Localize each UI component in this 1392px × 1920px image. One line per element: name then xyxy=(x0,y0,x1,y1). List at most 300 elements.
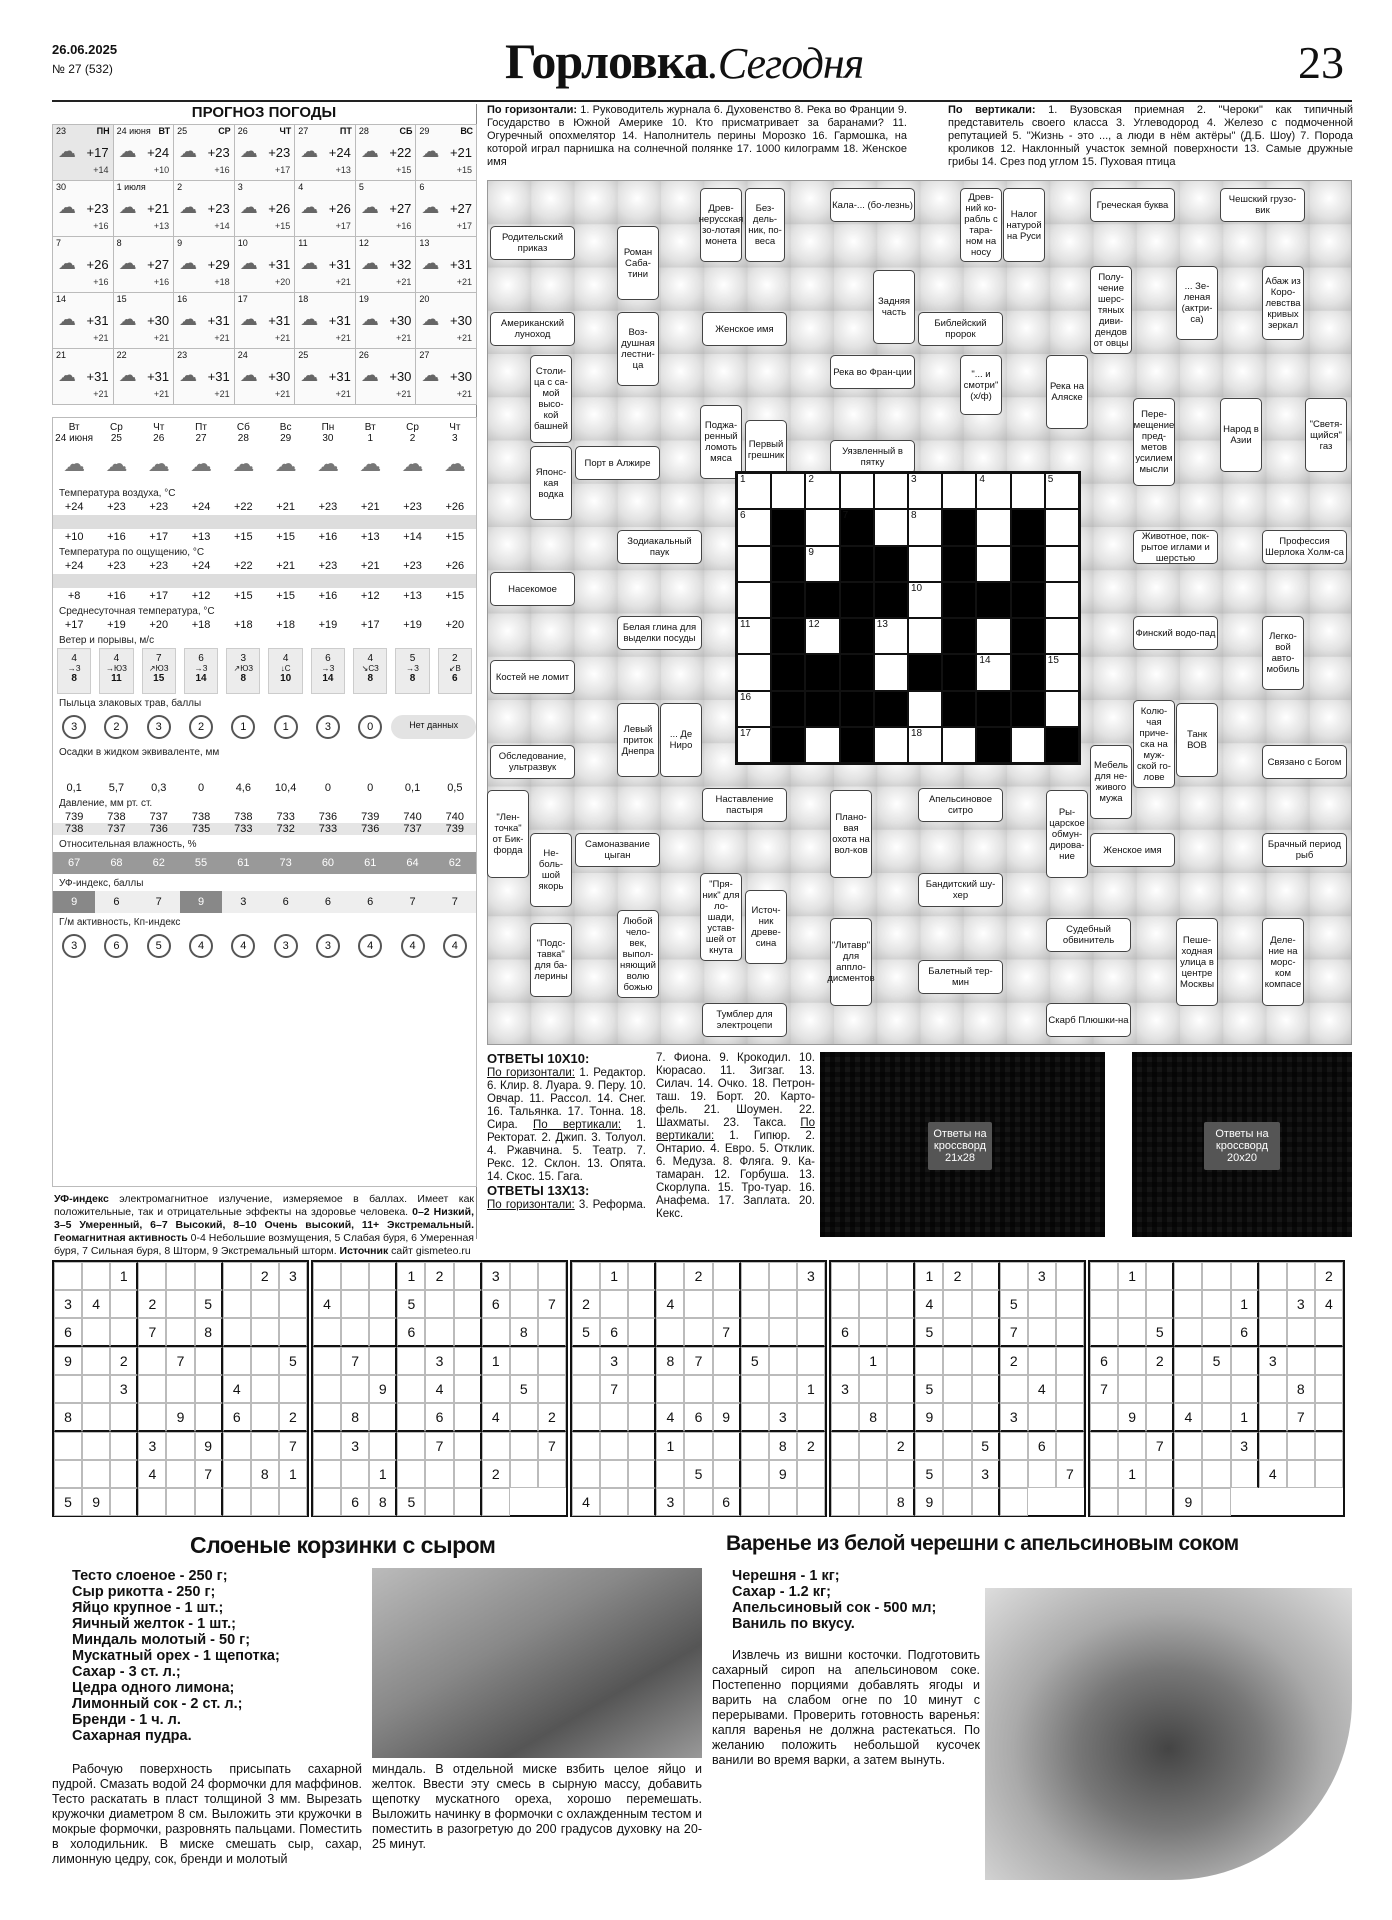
sudoku-cell[interactable] xyxy=(138,1347,166,1375)
sudoku-cell[interactable] xyxy=(713,1375,741,1403)
mini-cell[interactable] xyxy=(805,727,839,763)
sudoku-cell[interactable]: 9 xyxy=(1118,1403,1146,1432)
sudoku-cell[interactable]: 6 xyxy=(54,1318,82,1347)
sudoku-cell[interactable] xyxy=(538,1375,566,1403)
sudoku-cell[interactable] xyxy=(769,1347,797,1375)
sudoku-cell[interactable] xyxy=(741,1403,769,1432)
sudoku-cell[interactable] xyxy=(741,1460,769,1488)
sudoku-cell[interactable] xyxy=(859,1290,887,1318)
sudoku-cell[interactable] xyxy=(1174,1432,1202,1460)
sudoku-cell[interactable] xyxy=(859,1432,887,1460)
sudoku-cell[interactable] xyxy=(572,1460,600,1488)
sudoku-cell[interactable]: 4 xyxy=(223,1375,251,1403)
sudoku-cell[interactable] xyxy=(223,1460,251,1488)
sudoku-cell[interactable] xyxy=(166,1318,194,1347)
sudoku-cell[interactable] xyxy=(1118,1347,1146,1375)
sudoku-cell[interactable]: 3 xyxy=(600,1347,628,1375)
sudoku-cell[interactable] xyxy=(454,1318,482,1347)
sudoku-cell[interactable] xyxy=(600,1403,628,1432)
sudoku-cell[interactable] xyxy=(1174,1375,1202,1403)
sudoku-cell[interactable] xyxy=(482,1488,510,1516)
sudoku-cell[interactable] xyxy=(223,1347,251,1375)
sudoku-cell[interactable]: 4 xyxy=(425,1375,453,1403)
sudoku-cell[interactable] xyxy=(915,1347,943,1375)
sudoku-cell[interactable] xyxy=(454,1403,482,1432)
sudoku-cell[interactable]: 8 xyxy=(54,1403,82,1432)
sudoku-cell[interactable]: 9 xyxy=(82,1488,110,1516)
sudoku-cell[interactable]: 1 xyxy=(397,1262,425,1290)
sudoku-cell[interactable] xyxy=(797,1460,825,1488)
sudoku-cell[interactable] xyxy=(138,1262,166,1290)
sudoku-cell[interactable] xyxy=(887,1375,915,1403)
sudoku-cell[interactable] xyxy=(887,1290,915,1318)
sudoku-cell[interactable] xyxy=(313,1262,341,1290)
sudoku-cell[interactable] xyxy=(54,1460,82,1488)
sudoku-cell[interactable] xyxy=(454,1432,482,1460)
sudoku-cell[interactable]: 8 xyxy=(887,1488,915,1516)
sudoku-cell[interactable] xyxy=(972,1375,1000,1403)
sudoku-cell[interactable] xyxy=(482,1375,510,1403)
sudoku-cell[interactable] xyxy=(223,1290,251,1318)
sudoku-cell[interactable]: 6 xyxy=(713,1488,741,1516)
sudoku-cell[interactable] xyxy=(1315,1347,1343,1375)
sudoku-cell[interactable] xyxy=(972,1262,1000,1290)
sudoku-cell[interactable] xyxy=(341,1375,369,1403)
mini-cell[interactable] xyxy=(737,509,771,545)
sudoku-cell[interactable]: 1 xyxy=(656,1432,684,1460)
sudoku-cell[interactable] xyxy=(1000,1432,1028,1460)
sudoku-cell[interactable] xyxy=(1259,1318,1287,1347)
sudoku-cell[interactable] xyxy=(943,1488,971,1516)
sudoku-cell[interactable] xyxy=(1259,1432,1287,1460)
sudoku-cell[interactable]: 1 xyxy=(1118,1262,1146,1290)
sudoku-cell[interactable]: 2 xyxy=(425,1262,453,1290)
sudoku-cell[interactable]: 3 xyxy=(54,1290,82,1318)
sudoku-cell[interactable]: 4 xyxy=(572,1488,600,1516)
sudoku-cell[interactable] xyxy=(510,1347,538,1375)
sudoku-cell[interactable] xyxy=(859,1375,887,1403)
sudoku-cell[interactable] xyxy=(482,1432,510,1460)
sudoku-cell[interactable] xyxy=(397,1347,425,1375)
sudoku-cell[interactable] xyxy=(831,1290,859,1318)
sudoku-cell[interactable] xyxy=(369,1262,397,1290)
sudoku-cell[interactable] xyxy=(713,1432,741,1460)
sudoku-cell[interactable]: 9 xyxy=(195,1432,223,1460)
sudoku-cell[interactable] xyxy=(1287,1432,1315,1460)
sudoku-cell[interactable] xyxy=(313,1432,341,1460)
sudoku-cell[interactable] xyxy=(313,1403,341,1432)
sudoku-cell[interactable] xyxy=(628,1432,656,1460)
sudoku-cell[interactable]: 8 xyxy=(769,1432,797,1460)
sudoku-cell[interactable] xyxy=(572,1347,600,1375)
sudoku-cell[interactable] xyxy=(943,1347,971,1375)
sudoku-cell[interactable]: 4 xyxy=(1028,1375,1056,1403)
sudoku-cell[interactable]: 2 xyxy=(251,1262,279,1290)
sudoku-cell[interactable]: 7 xyxy=(1000,1318,1028,1347)
sudoku-cell[interactable] xyxy=(223,1318,251,1347)
sudoku-cell[interactable] xyxy=(1315,1318,1343,1347)
sudoku-cell[interactable]: 6 xyxy=(1028,1432,1056,1460)
sudoku-cell[interactable] xyxy=(341,1460,369,1488)
sudoku-cell[interactable] xyxy=(397,1403,425,1432)
sudoku-cell[interactable] xyxy=(1118,1432,1146,1460)
sudoku-cell[interactable] xyxy=(397,1375,425,1403)
sudoku-cell[interactable] xyxy=(369,1318,397,1347)
sudoku-cell[interactable] xyxy=(1118,1290,1146,1318)
mini-cell[interactable] xyxy=(805,618,839,654)
sudoku-cell[interactable] xyxy=(769,1262,797,1290)
sudoku-cell[interactable] xyxy=(831,1262,859,1290)
sudoku-cell[interactable]: 6 xyxy=(425,1403,453,1432)
sudoku-cell[interactable] xyxy=(1174,1290,1202,1318)
sudoku-cell[interactable] xyxy=(538,1318,566,1347)
sudoku-cell[interactable] xyxy=(425,1290,453,1318)
sudoku-cell[interactable]: 7 xyxy=(1090,1375,1118,1403)
sudoku-cell[interactable] xyxy=(223,1262,251,1290)
sudoku-cell[interactable] xyxy=(972,1403,1000,1432)
sudoku-cell[interactable] xyxy=(110,1290,138,1318)
sudoku-cell[interactable]: 8 xyxy=(1287,1375,1315,1403)
sudoku-cell[interactable] xyxy=(454,1262,482,1290)
sudoku-cell[interactable]: 8 xyxy=(341,1403,369,1432)
sudoku-cell[interactable] xyxy=(82,1347,110,1375)
mini-cell[interactable] xyxy=(737,654,771,690)
sudoku-cell[interactable] xyxy=(943,1290,971,1318)
mini-cell[interactable] xyxy=(737,473,771,509)
sudoku-cell[interactable]: 5 xyxy=(279,1347,307,1375)
sudoku-cell[interactable]: 7 xyxy=(1056,1460,1084,1488)
sudoku-cell[interactable] xyxy=(572,1403,600,1432)
sudoku-cell[interactable] xyxy=(831,1347,859,1375)
sudoku-cell[interactable] xyxy=(82,1403,110,1432)
sudoku-cell[interactable] xyxy=(713,1290,741,1318)
sudoku-cell[interactable]: 1 xyxy=(1118,1460,1146,1488)
sudoku-cell[interactable]: 8 xyxy=(251,1460,279,1488)
sudoku-cell[interactable]: 1 xyxy=(797,1375,825,1403)
sudoku-cell[interactable]: 9 xyxy=(369,1375,397,1403)
sudoku-cell[interactable] xyxy=(831,1488,859,1516)
sudoku-cell[interactable]: 2 xyxy=(1000,1347,1028,1375)
sudoku-cell[interactable]: 4 xyxy=(138,1460,166,1488)
sudoku-cell[interactable] xyxy=(628,1460,656,1488)
sudoku-cell[interactable]: 3 xyxy=(1287,1290,1315,1318)
sudoku-cell[interactable] xyxy=(223,1488,251,1516)
sudoku-cell[interactable] xyxy=(1146,1375,1174,1403)
sudoku-cell[interactable]: 9 xyxy=(769,1460,797,1488)
sudoku-cell[interactable] xyxy=(713,1262,741,1290)
sudoku-cell[interactable] xyxy=(54,1375,82,1403)
sudoku-cell[interactable] xyxy=(1118,1375,1146,1403)
sudoku-cell[interactable]: 4 xyxy=(1259,1460,1287,1488)
sudoku-cell[interactable]: 1 xyxy=(279,1460,307,1488)
sudoku-cell[interactable] xyxy=(1146,1488,1174,1516)
sudoku-cell[interactable] xyxy=(1028,1403,1056,1432)
mini-cell[interactable] xyxy=(976,546,1010,582)
sudoku-cell[interactable] xyxy=(741,1290,769,1318)
sudoku-cell[interactable] xyxy=(110,1460,138,1488)
mini-cell[interactable] xyxy=(874,654,908,690)
sudoku-cell[interactable]: 7 xyxy=(341,1347,369,1375)
mini-cell[interactable] xyxy=(805,473,839,509)
sudoku-cell[interactable] xyxy=(887,1318,915,1347)
sudoku-cell[interactable] xyxy=(1028,1290,1056,1318)
sudoku-cell[interactable] xyxy=(195,1347,223,1375)
sudoku-cell[interactable] xyxy=(1090,1262,1118,1290)
sudoku-cell[interactable] xyxy=(943,1318,971,1347)
sudoku-cell[interactable] xyxy=(425,1488,453,1516)
sudoku-cell[interactable] xyxy=(397,1432,425,1460)
sudoku-cell[interactable] xyxy=(341,1318,369,1347)
sudoku-cell[interactable] xyxy=(1202,1403,1230,1432)
sudoku-cell[interactable] xyxy=(369,1432,397,1460)
sudoku-cell[interactable]: 4 xyxy=(313,1290,341,1318)
sudoku-grid[interactable] xyxy=(1088,1260,1345,1517)
sudoku-cell[interactable] xyxy=(510,1403,538,1432)
sudoku-cell[interactable] xyxy=(166,1460,194,1488)
sudoku-cell[interactable]: 6 xyxy=(600,1318,628,1347)
sudoku-cell[interactable] xyxy=(510,1460,538,1488)
sudoku-cell[interactable] xyxy=(313,1460,341,1488)
mini-cell[interactable] xyxy=(737,618,771,654)
sudoku-cell[interactable] xyxy=(972,1347,1000,1375)
sudoku-cell[interactable] xyxy=(1315,1460,1343,1488)
mini-crossword-10x10[interactable] xyxy=(735,471,1081,765)
sudoku-cell[interactable] xyxy=(887,1460,915,1488)
mini-cell[interactable] xyxy=(1045,691,1079,727)
sudoku-cell[interactable]: 5 xyxy=(397,1488,425,1516)
sudoku-cell[interactable] xyxy=(369,1290,397,1318)
sudoku-cell[interactable]: 7 xyxy=(425,1432,453,1460)
sudoku-cell[interactable] xyxy=(1231,1347,1259,1375)
sudoku-cell[interactable] xyxy=(972,1318,1000,1347)
sudoku-cell[interactable]: 2 xyxy=(482,1460,510,1488)
mini-cell[interactable] xyxy=(1045,582,1079,618)
sudoku-cell[interactable] xyxy=(1000,1262,1028,1290)
sudoku-cell[interactable] xyxy=(656,1460,684,1488)
sudoku-cell[interactable] xyxy=(1146,1290,1174,1318)
sudoku-cell[interactable]: 7 xyxy=(195,1460,223,1488)
sudoku-cell[interactable] xyxy=(1315,1432,1343,1460)
sudoku-cell[interactable] xyxy=(454,1290,482,1318)
sudoku-cell[interactable] xyxy=(1146,1460,1174,1488)
sudoku-cell[interactable] xyxy=(859,1318,887,1347)
sudoku-cell[interactable] xyxy=(138,1403,166,1432)
sudoku-cell[interactable] xyxy=(1202,1375,1230,1403)
sudoku-cell[interactable] xyxy=(943,1403,971,1432)
sudoku-cell[interactable]: 6 xyxy=(341,1488,369,1516)
mini-cell[interactable] xyxy=(976,509,1010,545)
sudoku-cell[interactable] xyxy=(741,1318,769,1347)
sudoku-cell[interactable]: 4 xyxy=(1315,1290,1343,1318)
sudoku-cell[interactable] xyxy=(82,1460,110,1488)
mini-cell[interactable] xyxy=(805,509,839,545)
sudoku-cell[interactable] xyxy=(1202,1262,1230,1290)
sudoku-cell[interactable]: 5 xyxy=(572,1318,600,1347)
sudoku-cell[interactable] xyxy=(1231,1262,1259,1290)
mini-cell[interactable] xyxy=(908,546,942,582)
sudoku-cell[interactable]: 2 xyxy=(887,1432,915,1460)
sudoku-cell[interactable] xyxy=(1174,1460,1202,1488)
sudoku-cell[interactable]: 1 xyxy=(1231,1290,1259,1318)
sudoku-cell[interactable]: 4 xyxy=(656,1403,684,1432)
sudoku-cell[interactable] xyxy=(831,1432,859,1460)
sudoku-cell[interactable] xyxy=(1090,1460,1118,1488)
sudoku-cell[interactable] xyxy=(110,1488,138,1516)
sudoku-cell[interactable] xyxy=(251,1318,279,1347)
mini-cell[interactable] xyxy=(1045,654,1079,690)
sudoku-cell[interactable] xyxy=(1056,1375,1084,1403)
sudoku-cell[interactable] xyxy=(1202,1290,1230,1318)
sudoku-cell[interactable] xyxy=(313,1318,341,1347)
sudoku-cell[interactable] xyxy=(1315,1375,1343,1403)
sudoku-cell[interactable] xyxy=(684,1290,712,1318)
mini-cell[interactable] xyxy=(942,473,976,509)
sudoku-cell[interactable] xyxy=(538,1262,566,1290)
sudoku-cell[interactable]: 5 xyxy=(915,1318,943,1347)
sudoku-cell[interactable]: 3 xyxy=(1000,1403,1028,1432)
sudoku-cell[interactable] xyxy=(1287,1262,1315,1290)
sudoku-cell[interactable] xyxy=(600,1460,628,1488)
sudoku-cell[interactable]: 5 xyxy=(1202,1347,1230,1375)
sudoku-cell[interactable] xyxy=(166,1290,194,1318)
mini-cell[interactable] xyxy=(805,546,839,582)
sudoku-cell[interactable] xyxy=(628,1403,656,1432)
sudoku-cell[interactable] xyxy=(369,1403,397,1432)
sudoku-cell[interactable] xyxy=(887,1347,915,1375)
sudoku-cell[interactable] xyxy=(1287,1460,1315,1488)
sudoku-cell[interactable]: 5 xyxy=(915,1460,943,1488)
sudoku-cell[interactable] xyxy=(166,1262,194,1290)
sudoku-cell[interactable] xyxy=(713,1460,741,1488)
sudoku-cell[interactable]: 5 xyxy=(684,1460,712,1488)
sudoku-cell[interactable]: 2 xyxy=(797,1432,825,1460)
sudoku-cell[interactable] xyxy=(713,1347,741,1375)
mini-cell[interactable] xyxy=(908,618,942,654)
sudoku-cell[interactable] xyxy=(251,1290,279,1318)
sudoku-cell[interactable] xyxy=(1231,1460,1259,1488)
sudoku-cell[interactable] xyxy=(628,1290,656,1318)
sudoku-cell[interactable] xyxy=(54,1432,82,1460)
sudoku-cell[interactable]: 9 xyxy=(1174,1488,1202,1516)
mini-cell[interactable] xyxy=(1045,546,1079,582)
sudoku-cell[interactable] xyxy=(1174,1347,1202,1375)
sudoku-cell[interactable]: 2 xyxy=(572,1290,600,1318)
sudoku-cell[interactable] xyxy=(1000,1375,1028,1403)
sudoku-cell[interactable] xyxy=(1202,1318,1230,1347)
sudoku-cell[interactable] xyxy=(1259,1290,1287,1318)
sudoku-cell[interactable] xyxy=(195,1262,223,1290)
sudoku-cell[interactable] xyxy=(1202,1488,1230,1516)
sudoku-cell[interactable] xyxy=(741,1262,769,1290)
sudoku-cell[interactable] xyxy=(166,1375,194,1403)
sudoku-cell[interactable]: 6 xyxy=(1231,1318,1259,1347)
sudoku-grid[interactable] xyxy=(570,1260,827,1517)
sudoku-cell[interactable] xyxy=(313,1375,341,1403)
sudoku-cell[interactable]: 8 xyxy=(510,1318,538,1347)
sudoku-cell[interactable] xyxy=(1000,1460,1028,1488)
sudoku-cell[interactable]: 9 xyxy=(713,1403,741,1432)
sudoku-cell[interactable]: 5 xyxy=(510,1375,538,1403)
sudoku-cell[interactable] xyxy=(138,1488,166,1516)
sudoku-cell[interactable] xyxy=(684,1375,712,1403)
sudoku-cell[interactable] xyxy=(831,1460,859,1488)
sudoku-cell[interactable]: 7 xyxy=(279,1432,307,1460)
sudoku-cell[interactable] xyxy=(628,1375,656,1403)
sudoku-cell[interactable] xyxy=(684,1432,712,1460)
sudoku-cell[interactable] xyxy=(313,1347,341,1375)
sudoku-cell[interactable] xyxy=(110,1403,138,1432)
sudoku-cell[interactable] xyxy=(1202,1460,1230,1488)
sudoku-cell[interactable] xyxy=(1090,1290,1118,1318)
sudoku-cell[interactable] xyxy=(425,1460,453,1488)
sudoku-cell[interactable] xyxy=(769,1290,797,1318)
sudoku-cell[interactable] xyxy=(279,1375,307,1403)
sudoku-cell[interactable]: 1 xyxy=(915,1262,943,1290)
sudoku-cell[interactable]: 7 xyxy=(166,1347,194,1375)
sudoku-cell[interactable]: 3 xyxy=(1028,1262,1056,1290)
sudoku-cell[interactable]: 3 xyxy=(425,1347,453,1375)
sudoku-cell[interactable] xyxy=(656,1318,684,1347)
sudoku-cell[interactable]: 3 xyxy=(110,1375,138,1403)
sudoku-cell[interactable] xyxy=(769,1318,797,1347)
sudoku-cell[interactable] xyxy=(1090,1432,1118,1460)
sudoku-cell[interactable] xyxy=(1287,1318,1315,1347)
sudoku-cell[interactable] xyxy=(684,1318,712,1347)
mini-cell[interactable] xyxy=(1045,509,1079,545)
sudoku-grid[interactable] xyxy=(311,1260,568,1517)
sudoku-cell[interactable]: 6 xyxy=(1090,1347,1118,1375)
sudoku-cell[interactable]: 7 xyxy=(538,1290,566,1318)
sudoku-cell[interactable] xyxy=(195,1488,223,1516)
sudoku-cell[interactable] xyxy=(279,1318,307,1347)
sudoku-cell[interactable] xyxy=(1090,1488,1118,1516)
sudoku-cell[interactable] xyxy=(915,1432,943,1460)
sudoku-cell[interactable] xyxy=(769,1488,797,1516)
sudoku-cell[interactable] xyxy=(1028,1460,1056,1488)
sudoku-cell[interactable] xyxy=(251,1347,279,1375)
sudoku-cell[interactable] xyxy=(797,1290,825,1318)
sudoku-cell[interactable]: 1 xyxy=(369,1460,397,1488)
sudoku-cell[interactable] xyxy=(1118,1488,1146,1516)
sudoku-cell[interactable]: 4 xyxy=(482,1403,510,1432)
sudoku-cell[interactable]: 7 xyxy=(1146,1432,1174,1460)
sudoku-cell[interactable]: 4 xyxy=(656,1290,684,1318)
sudoku-cell[interactable]: 8 xyxy=(859,1403,887,1432)
sudoku-cell[interactable]: 5 xyxy=(54,1488,82,1516)
sudoku-cell[interactable] xyxy=(628,1488,656,1516)
sudoku-cell[interactable]: 6 xyxy=(831,1318,859,1347)
sudoku-cell[interactable] xyxy=(797,1347,825,1375)
sudoku-cell[interactable] xyxy=(341,1290,369,1318)
sudoku-cell[interactable]: 3 xyxy=(656,1488,684,1516)
sudoku-cell[interactable] xyxy=(454,1375,482,1403)
sudoku-cell[interactable] xyxy=(279,1290,307,1318)
sudoku-cell[interactable]: 3 xyxy=(769,1403,797,1432)
sudoku-cell[interactable]: 6 xyxy=(482,1290,510,1318)
sudoku-cell[interactable] xyxy=(223,1432,251,1460)
sudoku-cell[interactable] xyxy=(1056,1262,1084,1290)
sudoku-cell[interactable] xyxy=(859,1460,887,1488)
sudoku-cell[interactable]: 2 xyxy=(684,1262,712,1290)
sudoku-cell[interactable] xyxy=(1287,1347,1315,1375)
sudoku-cell[interactable] xyxy=(831,1403,859,1432)
sudoku-cell[interactable]: 4 xyxy=(82,1290,110,1318)
sudoku-cell[interactable] xyxy=(1056,1403,1084,1432)
sudoku-cell[interactable] xyxy=(797,1488,825,1516)
sudoku-cell[interactable] xyxy=(1056,1318,1084,1347)
mini-cell[interactable] xyxy=(1011,727,1045,763)
sudoku-cell[interactable] xyxy=(510,1432,538,1460)
